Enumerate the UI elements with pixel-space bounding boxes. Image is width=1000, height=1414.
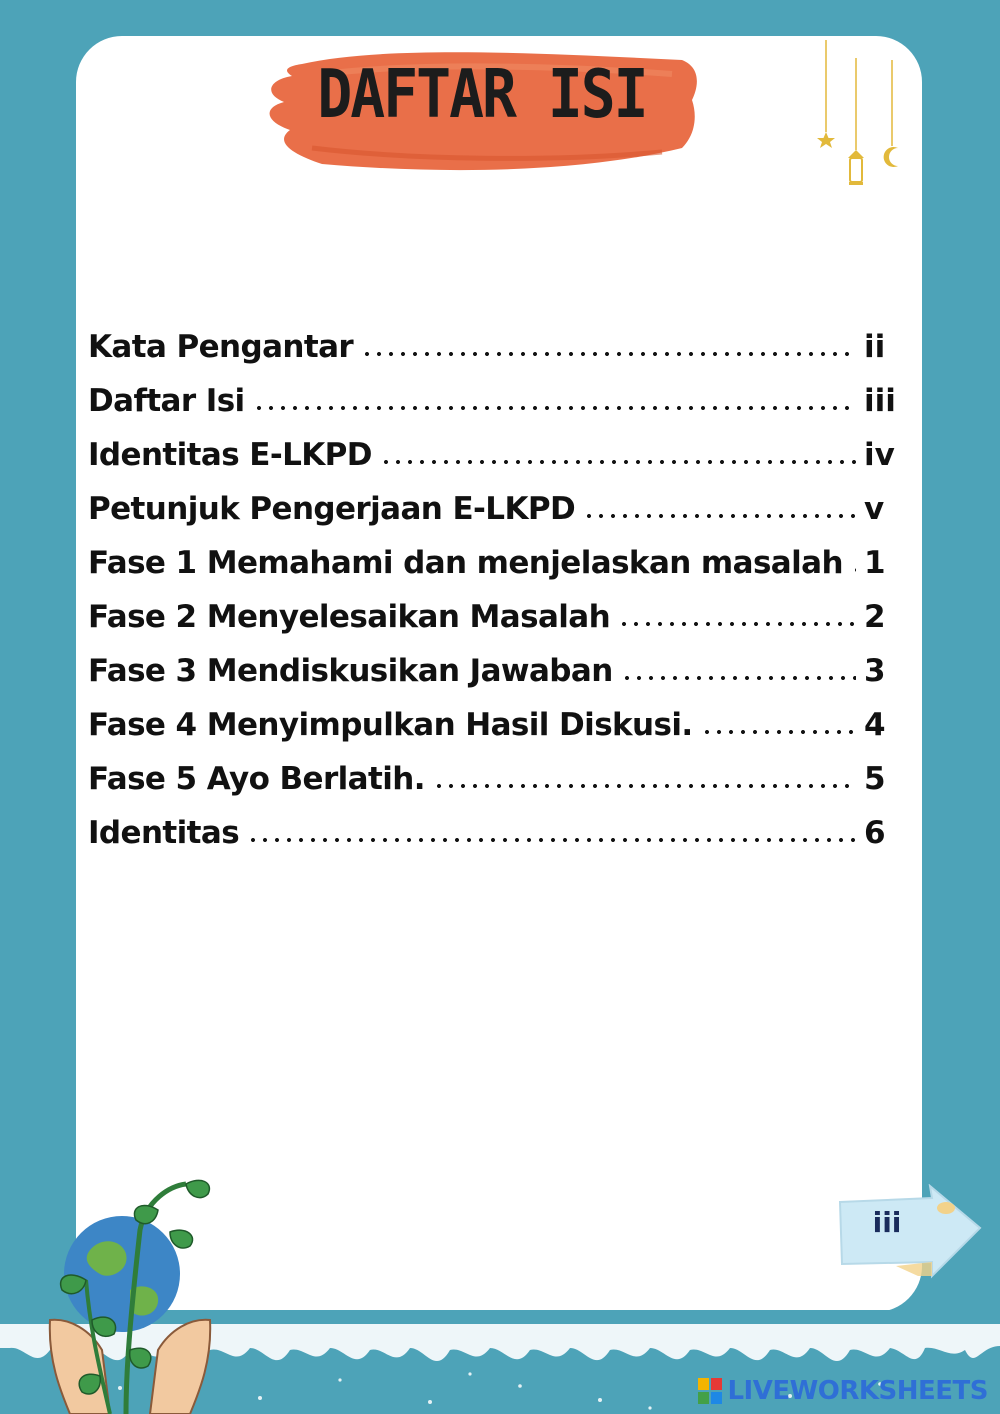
toc-row[interactable] [88,590,908,644]
toc-row[interactable] [88,644,908,698]
toc-dot-leader [247,837,856,843]
hanging-decorations [812,40,912,190]
hands-holding-earth-plant-icon [30,1170,230,1414]
toc-row[interactable] [88,806,908,860]
page-number: iii [872,1206,902,1239]
toc-row[interactable] [88,428,908,482]
crescent-moon-icon [884,147,898,167]
lantern-icon [848,150,864,185]
toc-dot-leader [433,783,856,789]
toc-dot-leader [851,567,856,573]
toc-page-number: 6 [864,815,886,851]
star-icon [817,132,835,148]
liveworksheets-logo-icon [697,1377,723,1405]
toc-page-number: 1 [864,545,886,581]
toc-page-number: 4 [864,707,886,743]
toc-label: Daftar Isi [88,383,245,419]
page-title: DAFTAR ISI [317,54,647,134]
toc-dot-leader [583,513,856,519]
toc-page-number: ii [864,329,886,365]
toc-label: Identitas [88,815,240,851]
toc-label: Fase 4 Menyimpulkan Hasil Diskusi. [88,707,693,743]
toc-label: Petunjuk Pengerjaan E-LKPD [88,491,576,527]
toc-dot-leader [380,459,856,465]
toc-page-number: 2 [864,599,886,635]
toc-label: Fase 3 Mendiskusikan Jawaban [88,653,613,689]
toc-label: Kata Pengantar [88,329,354,365]
toc-page-number: v [864,491,885,527]
toc-row[interactable] [88,374,908,428]
toc-page-number: 3 [864,653,886,689]
toc-dot-leader [701,729,856,735]
toc-row[interactable] [88,536,908,590]
toc-dot-leader [621,675,856,681]
brand-text: LIVEWORKSHEETS [727,1376,988,1406]
toc-label: Identitas E-LKPD [88,437,372,473]
toc-row[interactable] [88,320,908,374]
toc-label: Fase 1 Memahami dan menjelaskan masalah [88,545,843,581]
toc-row[interactable] [88,698,908,752]
toc-row[interactable] [88,482,908,536]
toc-dot-leader [618,621,856,627]
liveworksheets-brand [697,1376,988,1406]
toc-label: Fase 2 Menyelesaikan Masalah [88,599,611,635]
toc-page-number: 5 [864,761,886,797]
toc-dot-leader [361,351,856,357]
toc-row[interactable] [88,752,908,806]
toc-dot-leader [253,405,856,411]
toc-page-number: iv [864,437,895,473]
toc-label: Fase 5 Ayo Berlatih. [88,761,425,797]
table-of-contents [88,320,908,860]
toc-page-number: iii [864,383,896,419]
